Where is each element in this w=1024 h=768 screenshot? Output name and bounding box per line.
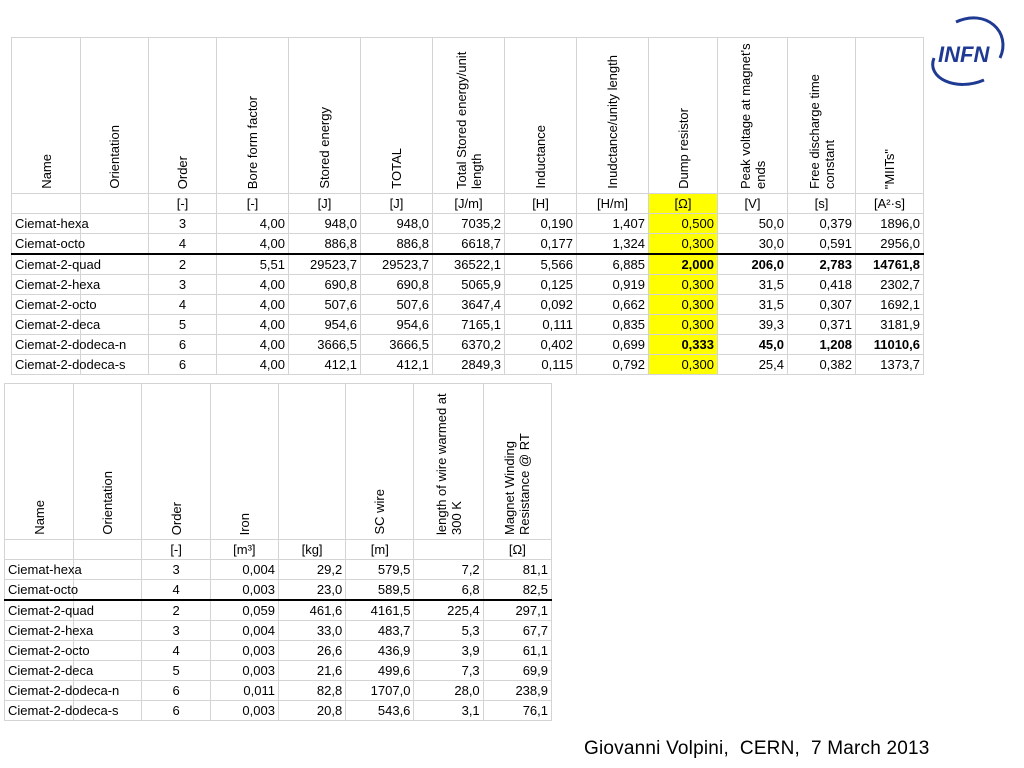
- table-cell: 31,5: [718, 275, 788, 295]
- table-cell: 0,111: [505, 315, 577, 335]
- table-cell: 4,00: [217, 315, 289, 335]
- table-cell: 0,591: [788, 234, 856, 255]
- table-cell: Ciemat-2-hexa: [12, 275, 81, 295]
- column-header: [210, 384, 278, 540]
- table-cell: 11010,6: [856, 335, 924, 355]
- table-cell: 0,003: [210, 580, 278, 601]
- table-cell: 543,6: [346, 701, 414, 721]
- table-cell: 69,9: [483, 661, 551, 681]
- table-cell: 886,8: [361, 234, 433, 255]
- table-cell: 28,0: [414, 681, 483, 701]
- column-header: [289, 38, 361, 194]
- table-cell: 0,300: [649, 234, 718, 255]
- table-cell: 4,00: [217, 214, 289, 234]
- column-header: [718, 38, 788, 194]
- table-cell: Ciemat-octo: [12, 234, 81, 255]
- table-cell: Ciemat-2-quad: [5, 600, 74, 621]
- table-cell: 3: [149, 214, 217, 234]
- table-cell: Ciemat-octo: [5, 580, 74, 601]
- table-row: [5, 621, 552, 641]
- table-cell: Ciemat-2-hexa: [5, 621, 74, 641]
- table-row: [12, 254, 924, 275]
- table-resistance: [4, 383, 552, 721]
- table-cell: 0,177: [505, 234, 577, 255]
- table-cell: 4,00: [217, 295, 289, 315]
- unit-cell: [V]: [718, 194, 788, 214]
- table-cell: 0,792: [577, 355, 649, 375]
- table-cell: 507,6: [361, 295, 433, 315]
- table-cell: 25,4: [718, 355, 788, 375]
- unit-cell: [J/m]: [433, 194, 505, 214]
- column-header-label: Orientation: [100, 471, 116, 535]
- column-header: [649, 38, 718, 194]
- table-cell: Ciemat-2-octo: [5, 641, 74, 661]
- table-cell: 6: [142, 701, 210, 721]
- table-row: [12, 275, 924, 295]
- table-cell: 3,9: [414, 641, 483, 661]
- table-cell: Ciemat-2-dodeca-n: [12, 335, 81, 355]
- column-header: [483, 384, 551, 540]
- table-cell: 0,382: [788, 355, 856, 375]
- table-cell: 0,418: [788, 275, 856, 295]
- logo-text: INFN: [938, 42, 990, 67]
- table-row: [12, 315, 924, 335]
- column-header-label: Total Stored energy/unit length: [453, 51, 484, 189]
- table-cell: 26,6: [278, 641, 345, 661]
- table-row: [5, 661, 552, 681]
- column-header-label: length of wire warmed at 300 K: [433, 393, 464, 535]
- table-cell: 3666,5: [289, 335, 361, 355]
- table-cell: 6,8: [414, 580, 483, 601]
- table-cell: 4: [149, 295, 217, 315]
- table-cell: 0,300: [649, 355, 718, 375]
- unit-cell: [A²·s]: [856, 194, 924, 214]
- table-cell: 0,059: [210, 600, 278, 621]
- table-cell: 0,004: [210, 621, 278, 641]
- table-cell: 7,2: [414, 560, 483, 580]
- table-cell: 0,003: [210, 661, 278, 681]
- unit-cell: [kg]: [278, 540, 345, 560]
- table-cell: 5,3: [414, 621, 483, 641]
- table-cell: 3181,9: [856, 315, 924, 335]
- table-cell: 238,9: [483, 681, 551, 701]
- table-cell: 50,0: [718, 214, 788, 234]
- table-row: [12, 234, 924, 255]
- table-cell: [81, 234, 149, 255]
- table-cell: 0,115: [505, 355, 577, 375]
- table-cell: 0,662: [577, 295, 649, 315]
- table-cell: Ciemat-hexa: [12, 214, 81, 234]
- unit-cell: [414, 540, 483, 560]
- unit-cell: [-]: [142, 540, 210, 560]
- unit-cell: [H]: [505, 194, 577, 214]
- table-cell: 6618,7: [433, 234, 505, 255]
- table-cell: 2: [149, 254, 217, 275]
- table-row: [5, 701, 552, 721]
- table-cell: 29,2: [278, 560, 345, 580]
- table-cell: 1,208: [788, 335, 856, 355]
- table-cell: 4161,5: [346, 600, 414, 621]
- table-cell: 507,6: [289, 295, 361, 315]
- column-header: [5, 384, 74, 540]
- table-cell: 2302,7: [856, 275, 924, 295]
- table-cell: 0,379: [788, 214, 856, 234]
- table-cell: 0,300: [649, 275, 718, 295]
- table-cell: 1,407: [577, 214, 649, 234]
- column-header: [433, 38, 505, 194]
- unit-cell: [J]: [361, 194, 433, 214]
- table-cell: 589,5: [346, 580, 414, 601]
- unit-cell: [m]: [346, 540, 414, 560]
- table-row: [5, 580, 552, 601]
- table-cell: 954,6: [289, 315, 361, 335]
- table-cell: 4: [142, 580, 210, 601]
- table-cell: 20,8: [278, 701, 345, 721]
- table-cell: 0,003: [210, 641, 278, 661]
- table-cell: 5: [149, 315, 217, 335]
- table-cell: Ciemat-2-dodeca-s: [5, 701, 74, 721]
- column-header: [149, 38, 217, 194]
- table-cell: 23,0: [278, 580, 345, 601]
- unit-cell: [H/m]: [577, 194, 649, 214]
- column-header: [142, 384, 210, 540]
- table-cell: Ciemat-2-quad: [12, 254, 81, 275]
- table-cell: [81, 214, 149, 234]
- table-cell: Ciemat-2-deca: [12, 315, 81, 335]
- table-cell: 690,8: [361, 275, 433, 295]
- table-cell: 206,0: [718, 254, 788, 275]
- column-header: [414, 384, 483, 540]
- table-cell: 0,402: [505, 335, 577, 355]
- table-cell: 82,8: [278, 681, 345, 701]
- table-cell: 3666,5: [361, 335, 433, 355]
- table-cell: 3,1: [414, 701, 483, 721]
- column-header: [217, 38, 289, 194]
- table-cell: 461,6: [278, 600, 345, 621]
- units-row: [12, 194, 924, 214]
- footer-credit: Giovanni Volpini, CERN, 7 March 2013: [584, 738, 930, 759]
- table-cell: 3: [149, 275, 217, 295]
- table-cell: 6,885: [577, 254, 649, 275]
- table-row: [5, 600, 552, 621]
- unit-cell: [J]: [289, 194, 361, 214]
- column-header-label: Name: [31, 500, 47, 535]
- column-header: [81, 38, 149, 194]
- table-cell: Ciemat-2-dodeca-s: [12, 355, 81, 375]
- header-row: [5, 384, 552, 540]
- table-cell: 0,092: [505, 295, 577, 315]
- table-cell: 0,125: [505, 275, 577, 295]
- table-cell: 954,6: [361, 315, 433, 335]
- table-cell: 31,5: [718, 295, 788, 315]
- table-cell: 3: [142, 560, 210, 580]
- header-row: [12, 38, 924, 194]
- table-cell: 4: [142, 641, 210, 661]
- infn-logo: [926, 14, 1010, 92]
- table-cell: 0,003: [210, 701, 278, 721]
- column-header: [505, 38, 577, 194]
- table-cell: 886,8: [289, 234, 361, 255]
- table-cell: 3: [142, 621, 210, 641]
- column-header: [278, 384, 345, 540]
- table-cell: 1896,0: [856, 214, 924, 234]
- table-cell: [74, 580, 142, 601]
- column-header-label: Free discharge time constant: [806, 74, 837, 189]
- column-header-label: Name: [38, 154, 54, 189]
- table-row: [5, 681, 552, 701]
- table-cell: 36522,1: [433, 254, 505, 275]
- table-cell: 436,9: [346, 641, 414, 661]
- column-header: [788, 38, 856, 194]
- table-cell: 7165,1: [433, 315, 505, 335]
- table-cell: 76,1: [483, 701, 551, 721]
- column-header: [346, 384, 414, 540]
- unit-cell: [-]: [217, 194, 289, 214]
- table-cell: 579,5: [346, 560, 414, 580]
- column-header: [12, 38, 81, 194]
- table-cell: 29523,7: [289, 254, 361, 275]
- column-header-label: Magnet Winding Resistance @ RT: [502, 433, 533, 535]
- table-cell: 4,00: [217, 275, 289, 295]
- table-cell: 67,7: [483, 621, 551, 641]
- table-cell: 21,6: [278, 661, 345, 681]
- table-cell: 81,1: [483, 560, 551, 580]
- table-cell: 0,371: [788, 315, 856, 335]
- table-cell: 6: [142, 681, 210, 701]
- table-cell: 82,5: [483, 580, 551, 601]
- table-row: [12, 214, 924, 234]
- table-cell: 0,500: [649, 214, 718, 234]
- table-cell: Ciemat-2-octo: [12, 295, 81, 315]
- table-cell: Ciemat-2-dodeca-n: [5, 681, 74, 701]
- table-cell: 4,00: [217, 335, 289, 355]
- table-cell: 4,00: [217, 355, 289, 375]
- unit-cell: [s]: [788, 194, 856, 214]
- column-header-label: Orientation: [107, 125, 122, 189]
- table-cell: 2849,3: [433, 355, 505, 375]
- table-cell: 2,783: [788, 254, 856, 275]
- table-cell: 2: [142, 600, 210, 621]
- column-header-label: Inductance: [533, 125, 548, 189]
- unit-cell: [Ω]: [483, 540, 551, 560]
- unit-cell: [5, 540, 74, 560]
- table-cell: 39,3: [718, 315, 788, 335]
- table-cell: 33,0: [278, 621, 345, 641]
- table-cell: 5,566: [505, 254, 577, 275]
- column-header: [74, 384, 142, 540]
- table-cell: 1,324: [577, 234, 649, 255]
- unit-cell: [74, 540, 142, 560]
- column-header-label: Bore form factor: [245, 95, 260, 189]
- table-cell: 2956,0: [856, 234, 924, 255]
- table-cell: 0,307: [788, 295, 856, 315]
- table-cell: 0,004: [210, 560, 278, 580]
- table-cell: 0,190: [505, 214, 577, 234]
- units-row: [5, 540, 552, 560]
- table-cell: 61,1: [483, 641, 551, 661]
- column-header: [577, 38, 649, 194]
- table-cell: 0,699: [577, 335, 649, 355]
- unit-cell: [12, 194, 81, 214]
- table-row: [12, 355, 924, 375]
- table-cell: 1692,1: [856, 295, 924, 315]
- table-cell: 1707,0: [346, 681, 414, 701]
- table-cell: Ciemat-hexa: [5, 560, 74, 580]
- column-header-label: Inudctance/unity length: [605, 55, 620, 189]
- table-cell: 0,300: [649, 295, 718, 315]
- table-cell: [74, 560, 142, 580]
- table-cell: 690,8: [289, 275, 361, 295]
- unit-cell: [Ω]: [649, 194, 718, 214]
- column-header-label: "MIITs": [882, 148, 897, 189]
- table-cell: 412,1: [289, 355, 361, 375]
- table-cell: 5: [142, 661, 210, 681]
- table-cell: 5065,9: [433, 275, 505, 295]
- column-header: [361, 38, 433, 194]
- column-header-label: Order: [168, 501, 184, 535]
- table-cell: 0,011: [210, 681, 278, 701]
- column-header: [856, 38, 924, 194]
- column-header-label: SC wire: [372, 489, 388, 535]
- table-cell: 412,1: [361, 355, 433, 375]
- table-cell: 0,835: [577, 315, 649, 335]
- table-cell: 45,0: [718, 335, 788, 355]
- column-header-label: Iron: [236, 512, 252, 535]
- unit-cell: [81, 194, 149, 214]
- unit-cell: [m³]: [210, 540, 278, 560]
- column-header-label: Stored energy: [317, 107, 332, 189]
- table-cell: 499,6: [346, 661, 414, 681]
- table-cell: 2,000: [649, 254, 718, 275]
- table-row: [12, 335, 924, 355]
- column-header-label: Peak voltage at magnet's ends: [737, 43, 768, 189]
- column-header-label: Order: [175, 155, 190, 189]
- column-header-label: Dump resistor: [675, 108, 691, 189]
- table-row: [12, 295, 924, 315]
- table-row: [5, 641, 552, 661]
- table-cell: 225,4: [414, 600, 483, 621]
- table-cell: 0,919: [577, 275, 649, 295]
- table-row: [5, 560, 552, 580]
- table-cell: 14761,8: [856, 254, 924, 275]
- table-energy: [11, 37, 924, 375]
- unit-cell: [-]: [149, 194, 217, 214]
- table-cell: 1373,7: [856, 355, 924, 375]
- table-cell: 6370,2: [433, 335, 505, 355]
- table-cell: 4,00: [217, 234, 289, 255]
- table-cell: 297,1: [483, 600, 551, 621]
- table-cell: 948,0: [289, 214, 361, 234]
- table-cell: 0,333: [649, 335, 718, 355]
- table-cell: 7035,2: [433, 214, 505, 234]
- table-cell: 4: [149, 234, 217, 255]
- table-cell: 7,3: [414, 661, 483, 681]
- table-cell: 3647,4: [433, 295, 505, 315]
- table-cell: 948,0: [361, 214, 433, 234]
- table-cell: Ciemat-2-deca: [5, 661, 74, 681]
- column-header-label: TOTAL: [389, 148, 404, 189]
- table-cell: 29523,7: [361, 254, 433, 275]
- table-cell: 483,7: [346, 621, 414, 641]
- table-cell: 30,0: [718, 234, 788, 255]
- table-cell: 6: [149, 355, 217, 375]
- table-cell: 5,51: [217, 254, 289, 275]
- table-cell: 6: [149, 335, 217, 355]
- table-cell: 0,300: [649, 315, 718, 335]
